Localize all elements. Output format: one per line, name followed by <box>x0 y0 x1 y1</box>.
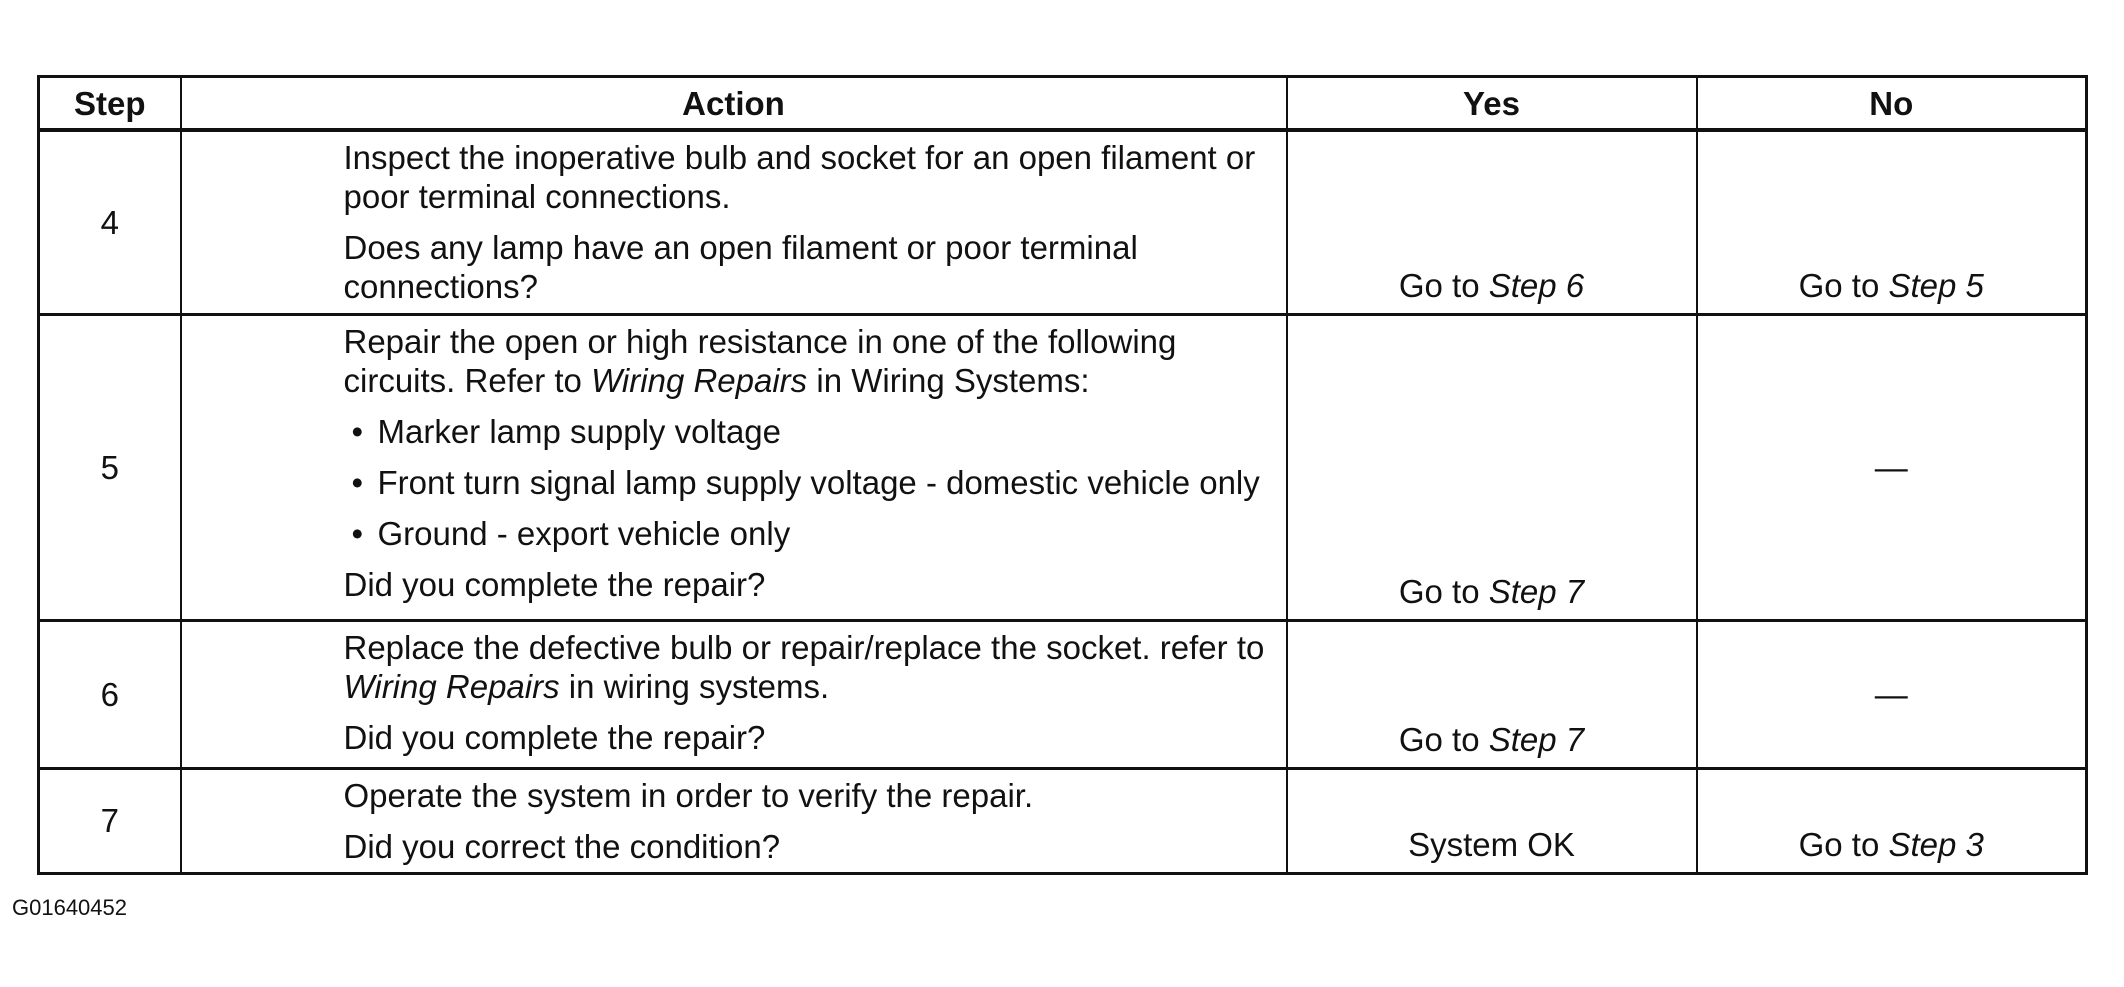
yes-prefix: Go to <box>1398 572 1489 610</box>
header-step: Step <box>39 77 181 131</box>
diagnostic-table <box>37 75 2088 875</box>
bullet-item: • Marker lamp supply voltage <box>344 412 1270 451</box>
action-text <box>344 628 1270 706</box>
no-cell: — <box>1697 314 2087 620</box>
action-text-post: in wiring systems. <box>559 667 830 705</box>
header-row <box>39 77 2087 131</box>
action-cell <box>181 130 1287 314</box>
step-number: 4 <box>39 130 181 314</box>
wiring-repairs-ref: Wiring Repairs <box>591 361 808 399</box>
header-no: No <box>1697 77 2087 131</box>
yes-cell <box>1287 620 1697 768</box>
action-question: Did you complete the repair? <box>343 718 766 756</box>
yes-cell: System OK <box>1287 768 1697 873</box>
no-cell: — <box>1697 620 2087 768</box>
no-step-ref: Step 5 <box>1888 266 1984 304</box>
action-text-pre: Replace the defective bulb or repair/replace the socket. refer to <box>343 628 1265 666</box>
bullet-item: • Front turn signal lamp supply voltage - domestic vehicle only <box>344 463 1270 502</box>
yes-step-ref: Step 7 <box>1488 720 1585 758</box>
step-number: 5 <box>39 314 181 620</box>
yes-prefix: Go to <box>1398 720 1489 758</box>
bullet-item: • Ground - export vehicle only <box>344 514 1270 553</box>
yes-step-ref: Step 6 <box>1488 266 1585 304</box>
no-prefix: Go to <box>1798 266 1889 304</box>
action-cell <box>181 314 1287 620</box>
action-text: Operate the system in order to verify the repair. <box>343 776 1034 814</box>
action-question: Did you complete the repair? <box>343 565 766 603</box>
table-row <box>39 130 2087 314</box>
action-text <box>344 322 1270 400</box>
table-row <box>39 314 2087 620</box>
yes-step-ref: Step 7 <box>1488 572 1585 610</box>
table-row <box>39 620 2087 768</box>
header-action: Action <box>181 77 1287 131</box>
figure-id: G01640452 <box>12 895 127 920</box>
action-text-pre: Repair the open or high resistance in one of the following circuits. Refer to <box>343 322 1177 399</box>
no-cell <box>1697 768 2087 873</box>
no-step-ref: Step 3 <box>1888 825 1984 863</box>
yes-cell <box>1287 314 1697 620</box>
no-cell <box>1697 130 2087 314</box>
wiring-repairs-ref: Wiring Repairs <box>343 667 560 705</box>
yes-prefix: Go to <box>1398 266 1489 304</box>
header-yes: Yes <box>1287 77 1697 131</box>
no-prefix: Go to <box>1798 825 1889 863</box>
action-text-post: in Wiring Systems: <box>807 361 1090 399</box>
yes-cell <box>1287 130 1697 314</box>
action-question: Does any lamp have an open filament or poor terminal connections? <box>343 229 1138 305</box>
step-number: 6 <box>39 620 181 768</box>
action-cell <box>181 768 1287 873</box>
table-row <box>39 768 2087 873</box>
action-text: Inspect the inoperative bulb and socket for an open filament or poor terminal connections. <box>343 139 1256 215</box>
action-cell <box>181 620 1287 768</box>
step-number: 7 <box>39 768 181 873</box>
action-question: Did you correct the condition? <box>343 827 781 865</box>
